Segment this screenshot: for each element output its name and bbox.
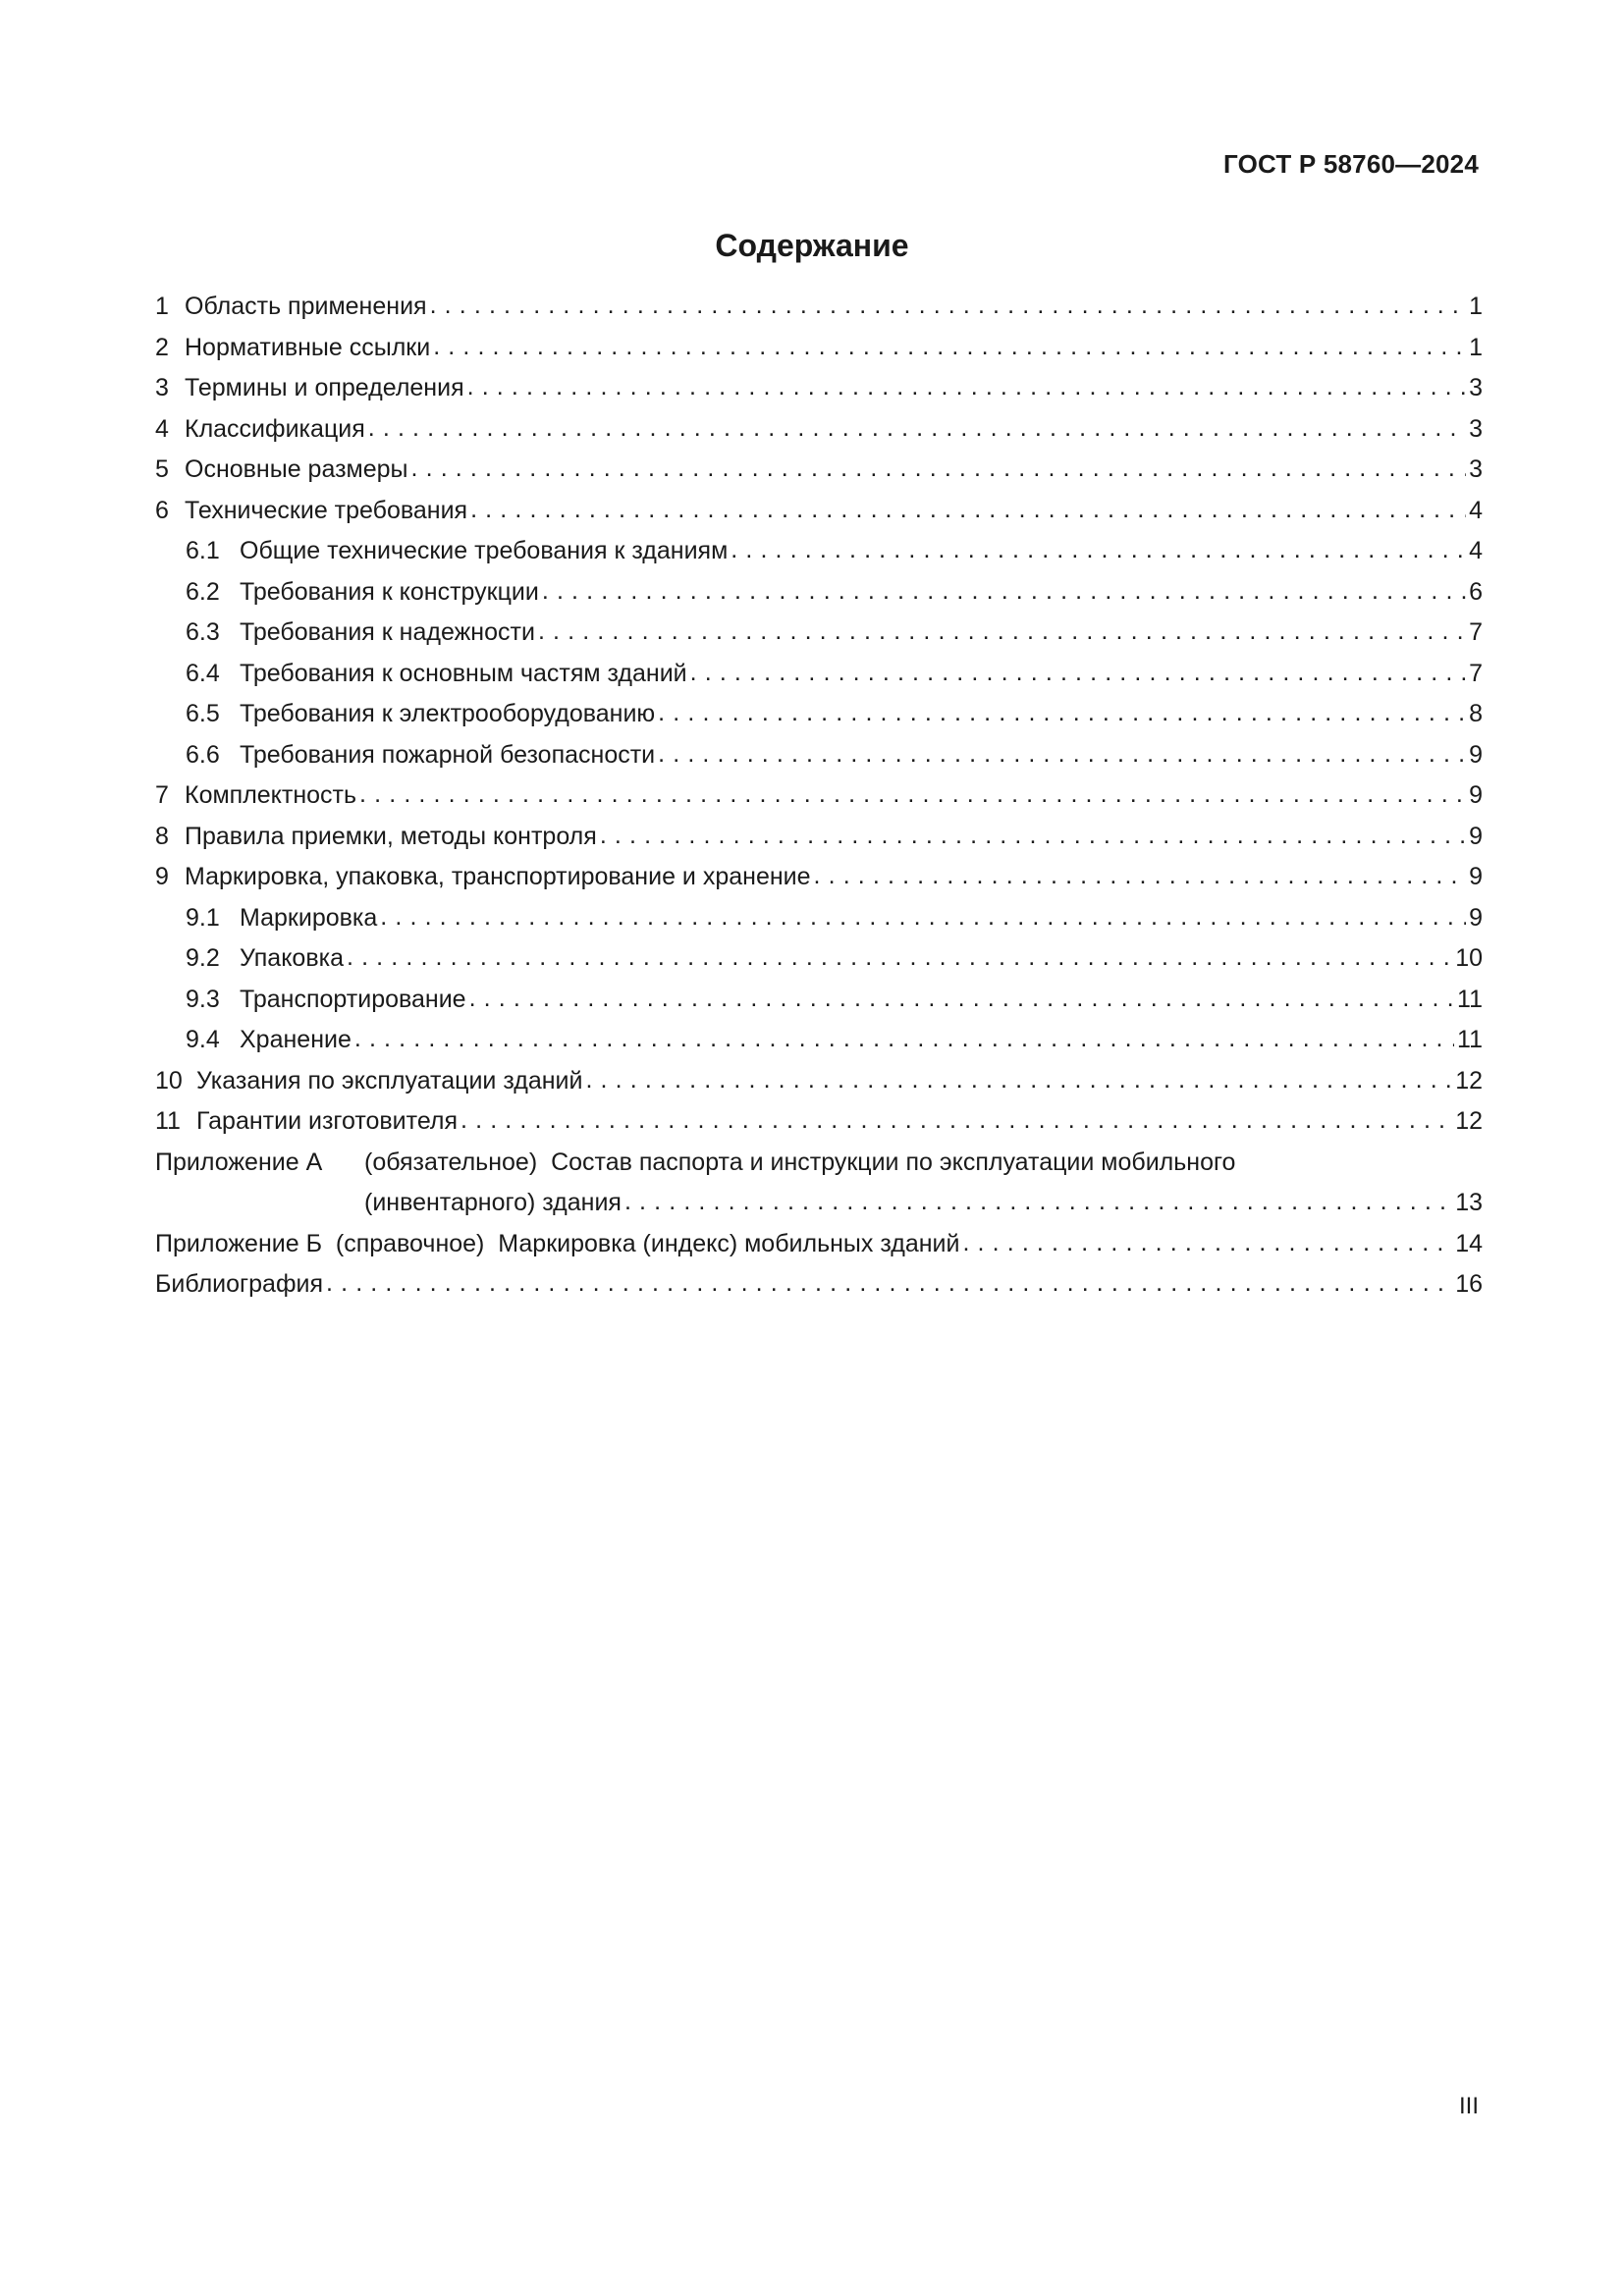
toc-subentry[interactable] (155, 654, 1483, 695)
toc-entry-title: Термины и определения (185, 374, 464, 401)
toc-entry[interactable] (155, 450, 1483, 491)
toc-entry[interactable] (155, 775, 1483, 817)
toc-subentry[interactable] (155, 898, 1483, 939)
toc-entry-page: 1 (1469, 333, 1483, 361)
toc-entry[interactable] (155, 491, 1483, 532)
dot-leader (658, 734, 1466, 775)
toc-entry-number: 8 (155, 822, 169, 850)
dot-leader (658, 693, 1466, 734)
dot-leader (814, 856, 1467, 897)
toc-entry[interactable] (155, 287, 1483, 328)
toc-entry-page: 9 (1469, 740, 1483, 769)
dot-leader (354, 1019, 1454, 1060)
toc-entry-page: 4 (1469, 496, 1483, 524)
toc-entry-title: Технические требования (185, 496, 468, 524)
dot-leader (347, 937, 1452, 979)
toc-entry-page: 9 (1469, 822, 1483, 850)
toc-entry[interactable] (155, 1061, 1483, 1102)
toc-title: Содержание (715, 228, 909, 263)
toc-entry-title: Область применения (185, 293, 427, 320)
dot-leader (430, 286, 1467, 327)
toc-subentry[interactable] (155, 613, 1483, 654)
appendix-label: Приложение А (155, 1148, 323, 1176)
toc-entry-number: 9.4 (186, 1026, 220, 1053)
toc-entry-number: 2 (155, 333, 169, 361)
dot-leader (470, 490, 1466, 531)
toc-entry[interactable] (155, 1101, 1483, 1143)
toc-entry-page: 9 (1469, 903, 1483, 932)
toc-subentry[interactable] (155, 531, 1483, 572)
toc-entry-page: 16 (1455, 1270, 1483, 1298)
toc-entry-number: 6.4 (186, 659, 220, 687)
toc-entry-page: 3 (1469, 414, 1483, 443)
toc-entry-page: 11 (1457, 1026, 1483, 1053)
toc-entry-page: 3 (1469, 374, 1483, 401)
toc-entry-page: 4 (1469, 537, 1483, 564)
toc-entry-title: Упаковка (240, 944, 344, 972)
appendix-title-line1: Состав паспорта и инструкции по эксплуатации мобильного (551, 1148, 1236, 1176)
toc-entry-title: Требования к электрооборудованию (240, 700, 656, 727)
toc-entry-page: 12 (1455, 1066, 1483, 1095)
toc-entry-page: 12 (1455, 1107, 1483, 1135)
table-of-contents (155, 287, 1483, 1306)
toc-entry-title: Требования к основным частям зданий (240, 659, 687, 687)
dot-leader (542, 571, 1466, 613)
toc-entry-title: Библиография (155, 1270, 324, 1298)
toc-entry-title: Требования к конструкции (240, 577, 539, 606)
toc-entry-page: 10 (1455, 944, 1483, 972)
toc-entry-page: 8 (1469, 700, 1483, 727)
toc-entry[interactable] (155, 817, 1483, 858)
toc-entry-number: 6.1 (186, 537, 220, 564)
toc-entry-title: Маркировка, упаковка, транспортирование и хранение (185, 863, 811, 890)
toc-appendix-a[interactable] (155, 1143, 1483, 1224)
toc-entry-title: Правила приемки, методы контроля (185, 822, 597, 850)
toc-entry-page: 7 (1469, 659, 1483, 687)
toc-entry-title: Общие технические требования к зданиям (240, 537, 729, 564)
toc-entry-page: 6 (1469, 577, 1483, 606)
document-code: ГОСТ Р 58760—2024 (1223, 149, 1479, 179)
dot-leader (460, 1100, 1452, 1142)
appendix-status: (обязательное) (364, 1148, 538, 1176)
dot-leader (368, 408, 1466, 450)
dot-leader (690, 653, 1466, 694)
dot-leader (467, 367, 1466, 408)
toc-entry-title: Основные размеры (185, 455, 408, 483)
dot-leader (433, 327, 1466, 368)
toc-appendix-b[interactable] (155, 1224, 1483, 1265)
appendix-status: (справочное) (335, 1229, 485, 1257)
toc-entry-number: 7 (155, 781, 169, 809)
dot-leader (538, 612, 1466, 653)
toc-entry-page: 3 (1469, 455, 1483, 483)
toc-entry-title: Требования к надежности (240, 618, 535, 646)
page-number: III (1458, 2093, 1479, 2119)
toc-entry-number: 6 (155, 496, 169, 524)
toc-entry-number: 6.3 (186, 618, 220, 646)
toc-entry-page: 7 (1469, 618, 1483, 646)
dot-leader (962, 1223, 1452, 1264)
toc-entry-title: Транспортирование (240, 985, 466, 1013)
appendix-label: Приложение Б (155, 1229, 322, 1257)
toc-entry-title: Комплектность (185, 781, 357, 809)
dot-leader (624, 1182, 1452, 1223)
toc-subentry[interactable] (155, 938, 1483, 980)
toc-entry[interactable] (155, 328, 1483, 369)
toc-entry-page: 11 (1457, 985, 1483, 1013)
toc-entry-title: Указания по эксплуатации зданий (196, 1066, 583, 1095)
toc-entry-number: 3 (155, 374, 169, 401)
toc-entry[interactable] (155, 368, 1483, 409)
toc-bibliography[interactable] (155, 1264, 1483, 1306)
toc-entry-number: 9.1 (186, 903, 220, 932)
dot-leader (411, 449, 1467, 490)
toc-entry-number: 9.3 (186, 985, 220, 1013)
toc-entry-number: 9 (155, 863, 169, 890)
toc-subentry[interactable] (155, 735, 1483, 776)
dot-leader (326, 1263, 1452, 1305)
toc-entry-title: Требования пожарной безопасности (240, 740, 656, 769)
toc-entry-title: Классификация (185, 414, 365, 443)
toc-entry-number: 9.2 (186, 944, 220, 972)
toc-entry[interactable] (155, 857, 1483, 898)
toc-entry-number: 5 (155, 455, 169, 483)
toc-subentry[interactable] (155, 694, 1483, 735)
toc-entry-title: Хранение (240, 1026, 352, 1053)
dot-leader (380, 897, 1466, 938)
toc-entry-number: 6.5 (186, 700, 220, 727)
dot-leader (585, 1060, 1452, 1101)
dot-leader (359, 774, 1466, 816)
toc-entry-page: 1 (1469, 293, 1483, 320)
toc-entry-page: 14 (1455, 1229, 1483, 1257)
toc-entry-number: 4 (155, 414, 169, 443)
toc-entry-title: Маркировка (240, 903, 378, 932)
toc-entry-number: 6.6 (186, 740, 220, 769)
toc-entry-page: 9 (1469, 781, 1483, 809)
dot-leader (731, 530, 1466, 571)
toc-subentry[interactable] (155, 572, 1483, 614)
dot-leader (600, 816, 1466, 857)
toc-entry-number: 1 (155, 293, 169, 320)
toc-entry-number: 11 (155, 1107, 181, 1135)
appendix-title-line2: (инвентарного) здания (364, 1189, 622, 1216)
toc-subentry[interactable] (155, 1020, 1483, 1061)
toc-entry-number: 6.2 (186, 577, 220, 606)
toc-entry-number: 10 (155, 1066, 183, 1095)
toc-subentry[interactable] (155, 980, 1483, 1021)
appendix-title: Маркировка (индекс) мобильных зданий (498, 1229, 960, 1257)
toc-entry-page: 9 (1469, 863, 1483, 890)
toc-entry[interactable] (155, 409, 1483, 451)
dot-leader (469, 979, 1454, 1020)
toc-entry-title: Нормативные ссылки (185, 333, 431, 361)
toc-entry-title: Гарантии изготовителя (196, 1107, 459, 1135)
toc-entry-page: 13 (1455, 1189, 1483, 1216)
